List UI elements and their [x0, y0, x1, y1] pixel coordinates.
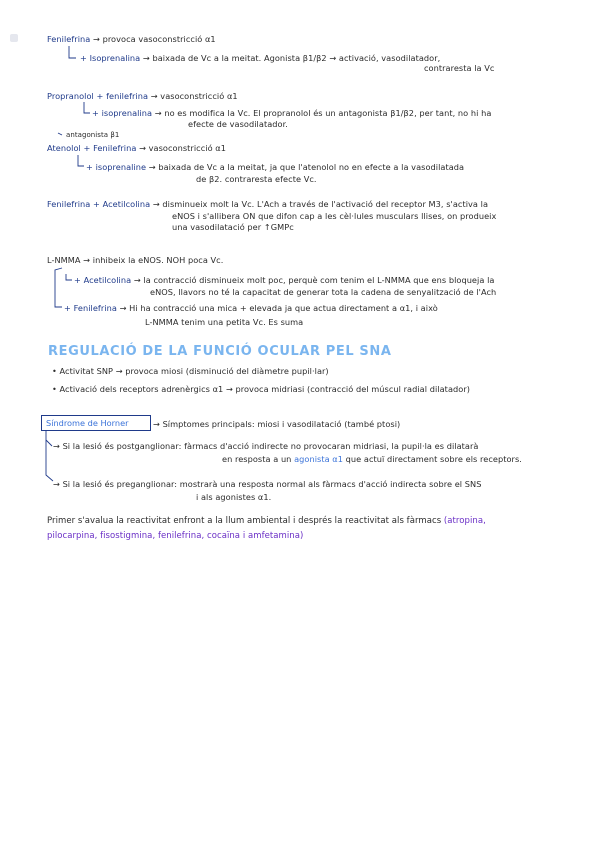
note-line-4: Propranolol + fenilefrina → vasoconstricció α1 [47, 91, 238, 101]
note-line-8: Atenolol + Fenilefrina → vasoconstricció α1 [47, 143, 227, 153]
term-fenilefrina: Fenilefrina [47, 34, 91, 44]
note-line-15: + Acetilcolina → la contracció disminueix molt poc, perquè com tenim el L-NMMA que ens bloqueja la [74, 275, 495, 285]
arrow-bracket-6 [66, 274, 72, 280]
note-line-12: eNOS i s'allibera ON que difon cap a les cèl·lules musculars llises, on produeix [172, 211, 497, 221]
term-propranolol: Propranolol + fenilefrina [47, 91, 149, 101]
note-line-16: eNOS, llavors no té la capacitat de generar tota la cadena de senyalització de l'Ach [150, 287, 497, 297]
horner-preganglionar-cont: i als agonistes α1. [196, 492, 272, 502]
note-line-14: L-NMMA → inhibeix la eNOS. NOH poca Vc. [47, 255, 224, 265]
arrow-bracket-2 [84, 102, 90, 113]
bullet-adrenergic: • Activació dels receptors adrenèrgics α1 → provoca midriasi (contracció del múscul radial dilatador) [52, 384, 470, 394]
note-line-17: + Fenilefrina → Hi ha contracció una mica + elevada ja que actua directament a α1, i això [64, 303, 438, 313]
note-line-10: de β2. contraresta efecte Vc. [196, 174, 317, 184]
horner-symptoms: → Símptomes principals: miosi i vasodilatació (també ptosi) [153, 419, 401, 429]
arrow-bracket-3 [58, 133, 62, 135]
note-line-18: L-NMMA tenim una petita Vc. Es suma [145, 317, 304, 327]
note-line-13: una vasodilatació per ↑GMPc [172, 222, 294, 232]
section-heading: REGULACIÓ DE LA FUNCIÓ OCULAR PEL SNA [48, 344, 392, 359]
horner-label-box: Síndrome de Horner [41, 415, 151, 431]
term-isoprenalina: + Isoprenalina [80, 53, 141, 63]
note-line-9: + isoprenaline → baixada de Vc a la meitat, ja que l'atenolol no en efecte a la vasodilatada [86, 162, 465, 172]
horner-preganglionar: → Si la lesió és preganglionar: mostrarà una resposta normal als fàrmacs d'acció indirecta sobre el SNS [53, 479, 482, 489]
bullet-snp: • Activitat SNP → provoca miosi (disminució del diàmetre pupil·lar) [52, 366, 329, 376]
arrow-bracket-1 [69, 46, 76, 58]
closing-line-1: Primer s'avalua la reactivitat enfront a la llum ambiental i després la reactivitat als fàrmacs (atropina, [47, 516, 486, 526]
arrow-bracket-8 [46, 440, 52, 446]
note-line-5: + isoprenalina → no es modifica la Vc. El propranolol és un antagonista β1/β2, per tant, no hi ha [92, 108, 492, 118]
horner-postganglionar: → Si la lesió és postganglionar: fàrmacs d'acció indirecte no provocaran midriasi, la pupil·la es dilatarà [53, 441, 479, 451]
arrow-bracket-5 [55, 268, 62, 307]
note-line-7: antagonista β1 [66, 131, 120, 139]
arrow-bracket-4 [78, 155, 84, 166]
note-line-2: + Isoprenalina → baixada de Vc a la meitat. Agonista β1/β2 → activació, vasodilatador, [80, 53, 441, 63]
note-line-6: efecte de vasodilatador. [188, 119, 288, 129]
note-line-3: contraresta la Vc [424, 63, 495, 73]
note-line-11: Fenilefrina + Acetilcolina → disminueix molt la Vc. L'Ach a través de l'activació del receptor M3, s'activa la [47, 199, 489, 209]
note-line-1: Fenilefrina → provoca vasoconstricció α1 [47, 34, 216, 44]
horner-postganglionar-cont: en resposta a un agonista α1 que actuï directament sobre els receptors. [222, 454, 522, 464]
arrow-bracket-7 [46, 430, 53, 481]
term-atenolol: Atenolol + Fenilefrina [47, 143, 137, 153]
closing-line-2: pilocarpina, fisostigmina, fenilefrina, cocaïna i amfetamina) [47, 531, 304, 541]
term-acetilcolina: Fenilefrina + Acetilcolina [47, 199, 151, 209]
